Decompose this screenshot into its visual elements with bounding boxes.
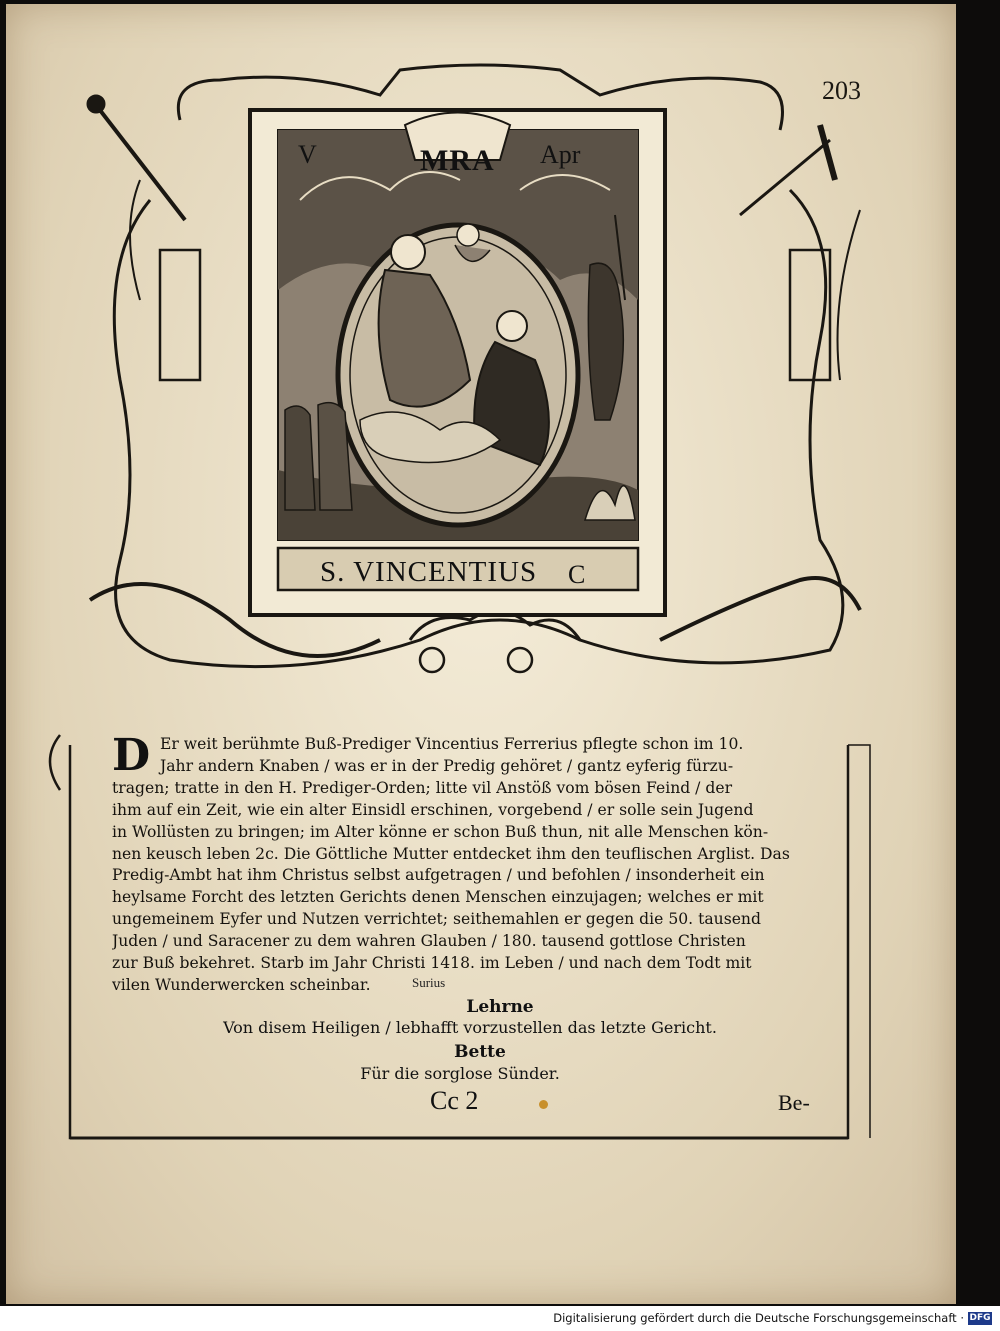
engraving-label-v: V (298, 140, 317, 169)
text-line: ihm auf ein Zeit, wie ein alter Einsidl erschinen, vorgebend / er solle sein Jugend (112, 800, 754, 819)
text-line: nen keusch leben 2c. Die Göttliche Mutter entdecket ihm den teuflischen Arglist. Das (112, 844, 790, 863)
ink-stain (539, 1100, 548, 1109)
footer-bar (0, 1306, 1000, 1331)
lehre-heading: Lehrne (466, 997, 534, 1017)
text-line: ungemeinem Eyfer und Nutzen verrichtet; seithemahlen er gegen die 50. tausend (112, 910, 761, 929)
text-line: vilen Wunderwercken scheinbar. (112, 975, 371, 994)
text-line: tragen; tratte in den H. Prediger-Orden; litte vil Anstöß vom bösen Feind / der (112, 778, 733, 797)
signature-mark: Cc 2 (430, 1086, 479, 1115)
saint-name-plate: S. VINCENTIUS (320, 556, 538, 588)
text-line: in Wollüsten zu bringen; im Alter könne er schon Buß thun, nit alle Menschen kön- (112, 822, 769, 841)
bette-heading: Bette (454, 1042, 506, 1062)
lehre-text: Von disem Heiligen / lebhafft vorzustellen das letzte Gericht. (223, 1018, 717, 1037)
footer-credit: Digitalisierung gefördert durch die Deutsche Forschungsgemeinschaft · (553, 1311, 964, 1325)
engraving-monogram: MRA (420, 144, 495, 177)
saint-suffix: C (568, 560, 586, 589)
catchword: Be- (778, 1090, 810, 1115)
text-line: heylsame Forcht des letzten Gerichts denen Menschen einzujagen; welches er mit (112, 888, 764, 907)
dfg-logo: DFG (969, 1313, 991, 1323)
page-number: 203 (822, 76, 861, 105)
bette-text: Für die sorglose Sünder. (360, 1064, 560, 1083)
text-line: Er weit berühmte Buß-Prediger Vincentius Ferrerius pflegte schon im 10. (160, 735, 744, 753)
text-line: Juden / und Saracener zu dem wahren Glauben / 180. tausend gottlose Christen (112, 932, 746, 951)
picture-frame (250, 110, 665, 615)
text-line: zur Buß bekehret. Starb im Jahr Christi 1418. im Leben / und nach dem Todt mit (112, 954, 752, 973)
engraving-label-apr: Apr (540, 140, 581, 169)
text-line: Predig-Ambt hat ihm Christus selbst aufgetragen / und befohlen / insonderheit ein (112, 866, 765, 885)
body-text (112, 730, 826, 997)
source-citation: Surius (412, 975, 446, 990)
text-line: Jahr andern Knaben / was er in der Predig gehöret / gantz eyferig fürzu- (160, 756, 734, 775)
drop-cap: D (112, 730, 151, 781)
